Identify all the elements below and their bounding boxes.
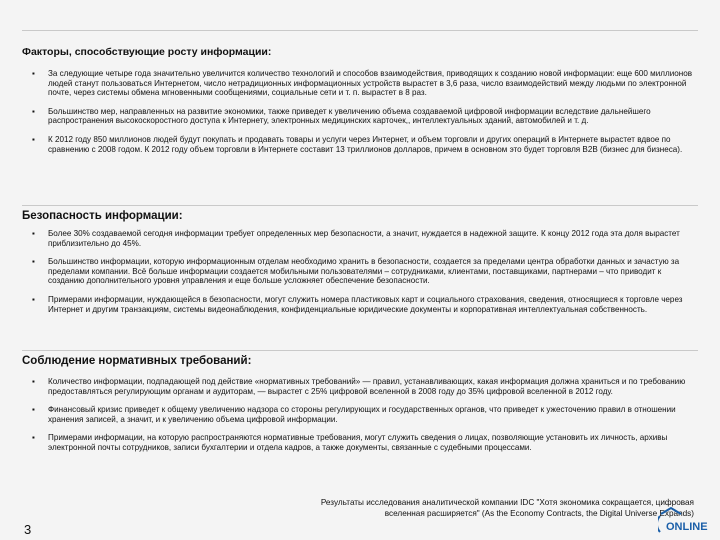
section-heading-compliance: Соблюдение нормативных требований:	[22, 355, 252, 367]
section-heading-security: Безопасность информации:	[22, 210, 183, 222]
source-line: вселенная расширяется" (As the Economy Contracts, the Digital Universe Expands)	[384, 509, 694, 518]
growth-factors-list	[32, 69, 692, 163]
page-number: 3	[24, 522, 32, 537]
list-item: ▪ Большинство информации, которую информационным отделам необходимо хранить в безопасности, создается за пределами центра обработки данных и зачастую за пределами компании. Всё больше информации создается мобильными пользователями – сотрудниками, клиентами, поставщиками, партнерами – что приводит к созданию дополнительного уровня управления и еще больше усложняет обеспечение безопасности.	[32, 257, 692, 286]
security-list	[32, 229, 692, 323]
source-line: Результаты исследования аналитической компании IDC "Хотя экономика сокращается, цифровая	[320, 498, 694, 507]
section-divider	[22, 350, 698, 351]
section-heading-growth-factors: Факторы, способствующие росту информации:	[22, 46, 272, 58]
top-divider	[22, 30, 698, 31]
compliance-list	[32, 377, 692, 462]
list-item: ▪ Большинство мер, направленных на развитие экономики, также приведет к увеличению объема создаваемой цифровой информации вследствие дальнейшего распространения высокоскоростного доступа к Интернету, электронных медицинских карточек,, интеллектуальных зданий, автомобилей и т. д.	[32, 107, 692, 126]
logo-text: ONLINE	[666, 521, 708, 533]
section-divider	[22, 205, 698, 206]
list-item: ▪ Финансовый кризис приведет к общему увеличению надзора со стороны регулирующих и государственных органов, что приведет к ужесточению правил в отношении хранения записей, а значит, и к увеличению объема цифровой информации.	[32, 405, 692, 424]
list-item: ▪ Более 30% создаваемой сегодня информации требует определенных мер безопасности, а значит, нуждается в надежной защите. К концу 2012 года эта доля вырастет приблизительно до 45%.	[32, 229, 692, 248]
list-item: ▪ Примерами информации, на которую распространяются нормативные требования, могут служить сведения о лицах, позволяющие установить их личность, архивы электронной почты сотрудников, записи бухгалтерии и отдела кадров, а также документы, связанные с судебными процессами.	[32, 433, 692, 452]
list-item: ▪ Примерами информации, нуждающейся в безопасности, могут служить номера пластиковых карт и социального страхования, сведения, относящиеся к торговле через Интернет и другим транзакциям, системы видеонаблюдения, конфиденциальные юридические документы и корпоративная интеллектуальная собственность.	[32, 295, 692, 314]
list-item: ▪ Количество информации, подпадающей под действие «нормативных требований» — правил, устанавливающих, какая информация должна храниться и по требованию предоставляться регулирующим органам и аудиторам, — вырастет с 25% цифровой вселенной в 2008 году до 35% цифровой вселенной в 2012 году.	[32, 377, 692, 396]
list-item: ▪ За следующие четыре года значительно увеличится количество технологий и способов взаимодействия, приводящих к созданию новой информации: еще 600 миллионов людей станут пользоваться Интернетом, число нетрадиционных информационных устройств вырастет в 3,6 раза, число взаимодействий между людьми по электронной почте, через системы обмена мгновенными сообщениями, социальные сети и т. п. вырастет в 8 раз.	[32, 69, 692, 98]
list-item: ▪ К 2012 году 850 миллионов людей будут покупать и продавать товары и услуги через Интернет, и объем торговли и других операций в Интернете вырастет вдвое по сравнению с 2008 годом. К 2012 году объем торговли в Интернете составит 13 триллионов долларов, причем в основном это будет торговля B2B (бизнес для бизнеса).	[32, 135, 692, 154]
company-logo	[658, 506, 712, 536]
source-note	[224, 497, 694, 519]
